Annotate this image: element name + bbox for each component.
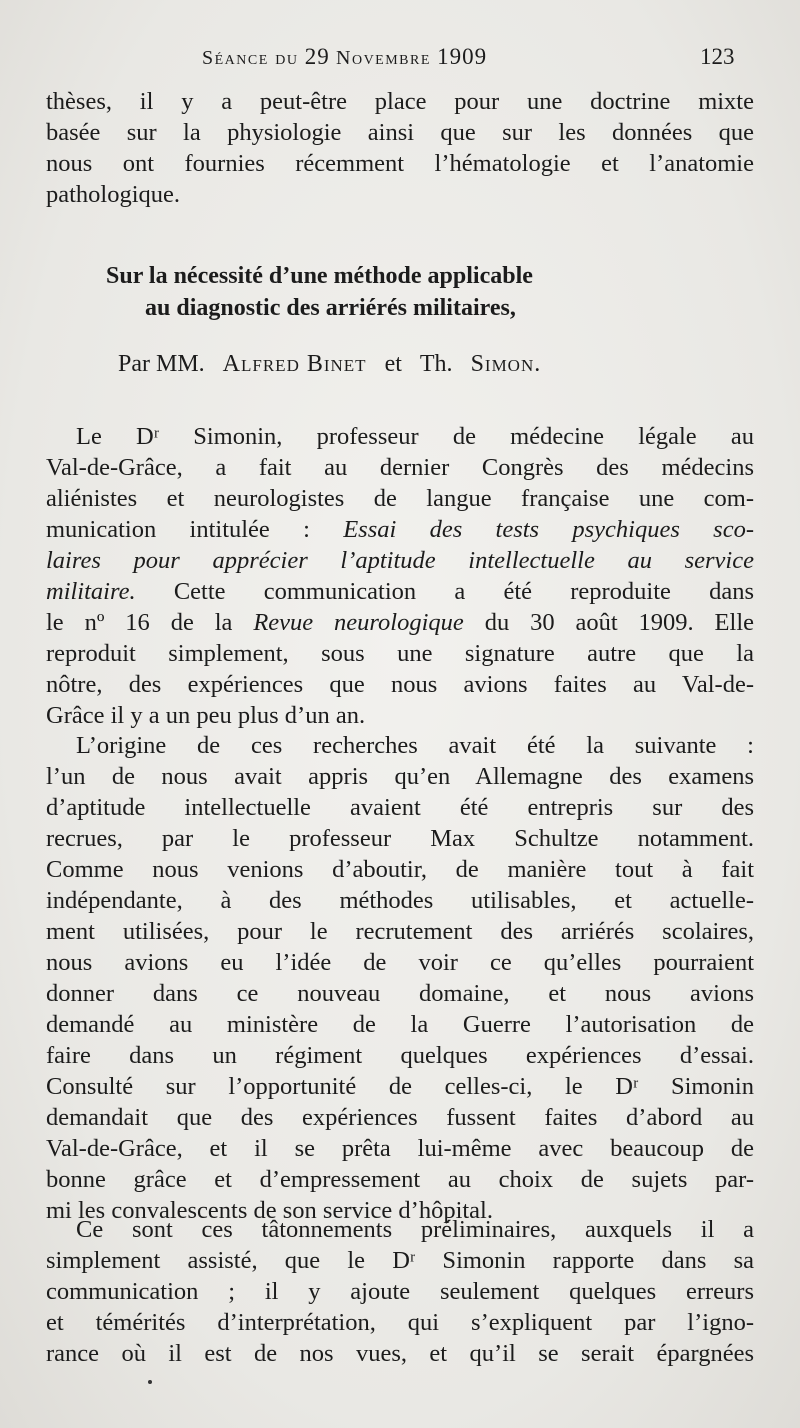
page-number: 123 [700, 44, 735, 69]
text-span: munication intitulée : [46, 516, 310, 543]
text-line: indépendante, à des méthodes utilisables, et actuelle- [46, 887, 754, 914]
text-line: L’origine de ces recherches avait été la suivante : [76, 732, 754, 759]
running-head-year: 1909 [437, 44, 488, 69]
text-line: thèses, il y a peut-être place pour une doctrine mixte [46, 88, 754, 115]
text-line: mi les convalescents de son service d’hôpital. [46, 1197, 493, 1224]
text-line [46, 545, 754, 576]
text-span: Cette communication a été reproduite dans [173, 578, 754, 605]
text-line: communication ; il y ajoute seulement quelques erreurs [46, 1278, 754, 1305]
article-title-line-1: Sur la nécessité d’une méthode applicable [106, 263, 533, 289]
text-line: nôtre, des expériences que nous avions faites au Val-de- [46, 671, 754, 698]
text-line: Le Dʳ Simonin, professeur de médecine légale au [76, 423, 754, 450]
author-simon: Simon. [470, 351, 542, 377]
text-line: simplement assisté, que le Dʳ Simonin rapporte dans sa [46, 1247, 754, 1274]
text-line: reproduit simplement, sous une signature autre que la [46, 640, 754, 667]
text-line: nous avions eu l’idée de voir ce qu’elles pourraient [46, 949, 754, 976]
text-line: faire dans un régiment quelques expériences d’essai. [46, 1042, 754, 1069]
essay-title: militaire. [46, 578, 136, 605]
page-header [0, 44, 800, 74]
text-line: nous ont fournies récemment l’hématologie et l’anatomie [46, 150, 754, 177]
text-line: ment utilisées, pour le recrutement des arriérés scolaires, [46, 918, 754, 945]
byline-conjunction: et [384, 351, 402, 377]
text-line: bonne grâce et d’empressement au choix de sujets par- [46, 1166, 754, 1193]
text-span: du 30 août 1909. Elle [484, 609, 755, 636]
running-head-month: Novembre [336, 47, 431, 69]
text-line: d’aptitude intellectuelle avaient été entrepris sur des [46, 794, 754, 821]
text-line: basée sur la physiologie ainsi que sur les données que [46, 119, 754, 146]
text-line: donner dans ce nouveau domaine, et nous avions [46, 980, 754, 1007]
byline [118, 348, 541, 380]
ink-speck [148, 1380, 152, 1384]
essay-title: Essai des tests psychiques sco- [343, 516, 754, 543]
essay-title: laires pour apprécier l’aptitude intellectuelle au service [46, 547, 754, 574]
byline-prefix: Par MM. [118, 351, 205, 377]
text-line [46, 514, 754, 545]
text-line: l’un de nous avait appris qu’en Allemagne des examens [46, 763, 754, 790]
running-head-day: 29 [304, 44, 330, 69]
text-span: le nº 16 de la [46, 609, 233, 636]
text-line: rance où il est de nos vues, et qu’il se serait épargnées [46, 1340, 754, 1367]
text-line: Comme nous venions d’aboutir, de manière tout à fait [46, 856, 754, 883]
author-simon-initial: Th. [419, 351, 453, 377]
paragraph-2 [46, 730, 754, 1226]
text-line [46, 607, 754, 638]
text-line: demandé au ministère de la Guerre l’autorisation de [46, 1011, 754, 1038]
text-line: demandait que des expériences fussent faites d’abord au [46, 1104, 754, 1131]
paragraph-3 [46, 1214, 754, 1369]
continued-paragraph [46, 86, 754, 210]
paragraph-1 [46, 421, 754, 731]
text-line: pathologique. [46, 181, 181, 208]
text-line: aliénistes et neurologistes de langue française une com- [46, 485, 754, 512]
author-binet: Alfred Binet [222, 351, 367, 377]
text-line: Ce sont ces tâtonnements préliminaires, auxquels il a [76, 1216, 754, 1243]
text-line: et témérités d’interprétation, qui s’expliquent par l’igno- [46, 1309, 754, 1336]
text-line: Val-de-Grâce, et il se prêta lui-même avec beaucoup de [46, 1135, 754, 1162]
running-head-prefix: Séance du [202, 47, 299, 69]
text-line: recrues, par le professeur Max Schultze notamment. [46, 825, 754, 852]
running-head [202, 44, 487, 70]
article-title-line-2: au diagnostic des arriérés militaires, [145, 295, 516, 321]
text-line: Val-de-Grâce, a fait au dernier Congrès des médecins [46, 454, 754, 481]
text-line: Grâce il y a un peu plus d’un an. [46, 702, 366, 729]
text-line [46, 576, 754, 607]
journal-title: Revue neurologique [253, 609, 464, 636]
text-line: Consulté sur l’opportunité de celles-ci, le Dʳ Simonin [46, 1073, 754, 1100]
